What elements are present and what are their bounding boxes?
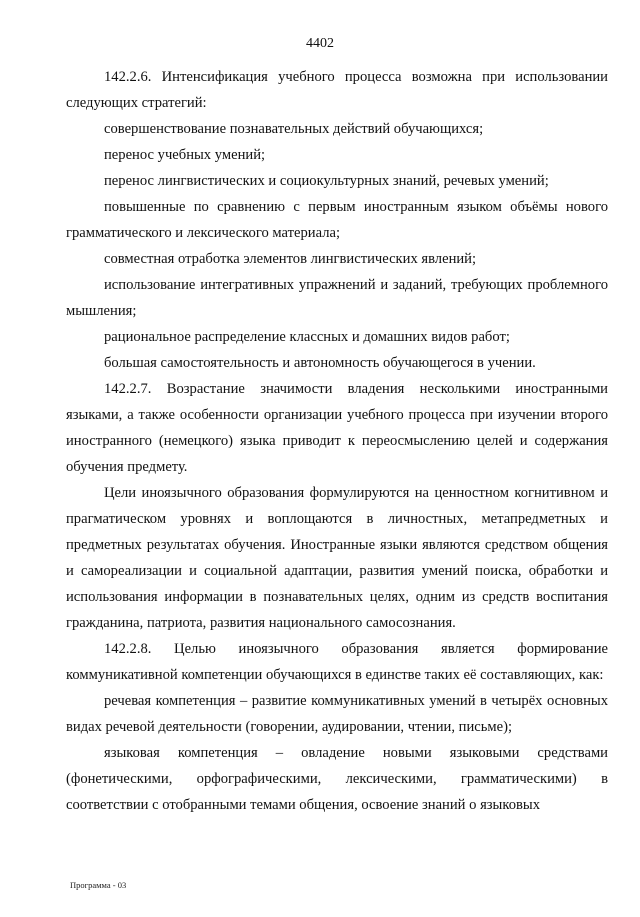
paragraph: перенос учебных умений; — [104, 147, 266, 163]
paragraph: рациональное распределение классных и домашних видов работ; — [104, 329, 510, 345]
paragraph: языковая компетенция – овладение новыми языковыми средствами (фонетическими, орфографическими, лексическими, грамматическими) в соответствии с отобранными темами общения, освоение знаний о языковых — [66, 745, 608, 813]
paragraph: 142.2.7. Возрастание значимости владения несколькими иностранными языками, а также особенности организации учебного процесса при изучении второго иностранного (немецкого) языка приводит к переосмыслению целей и содержания обучения предмету. — [66, 381, 608, 475]
footer-label: Программа - 03 — [70, 880, 127, 890]
paragraph: повышенные по сравнению с первым иностранным языком объёмы нового грамматического и лексического материала; — [66, 199, 608, 241]
page-number: 4402 — [306, 36, 334, 51]
paragraph: большая самостоятельность и автономность обучающегося в учении. — [104, 355, 536, 371]
paragraph: 142.2.8. Целью иноязычного образования является формирование коммуникативной компетенции обучающихся в единстве таких её составляющих, как: — [66, 641, 608, 683]
paragraph: использование интегративных упражнений и заданий, требующих проблемного мышления; — [66, 277, 608, 319]
paragraph: совершенствование познавательных действий обучающихся; — [104, 121, 484, 137]
paragraph: Цели иноязычного образования формулируются на ценностном когнитивном и прагматическом уровнях и воплощаются в личностных, метапредметных и предметных результатах обучения. Иностранные языки являются средством общения и самореализации и социальной адаптации, развития умений поиска, обработки и использования информации в познавательных целях, одним из средств воспитания гражданина, патриота, развития национального самосознания. — [66, 485, 608, 631]
document-body — [66, 64, 608, 818]
paragraph: речевая компетенция – развитие коммуникативных умений в четырёх основных видах речевой деятельности (говорении, аудировании, чтении, письме); — [66, 693, 608, 735]
paragraph: 142.2.6. Интенсификация учебного процесса возможна при использовании следующих стратегий: — [66, 69, 608, 111]
paragraph: перенос лингвистических и социокультурных знаний, речевых умений; — [104, 173, 549, 189]
paragraph: совместная отработка элементов лингвистических явлений; — [104, 251, 477, 267]
